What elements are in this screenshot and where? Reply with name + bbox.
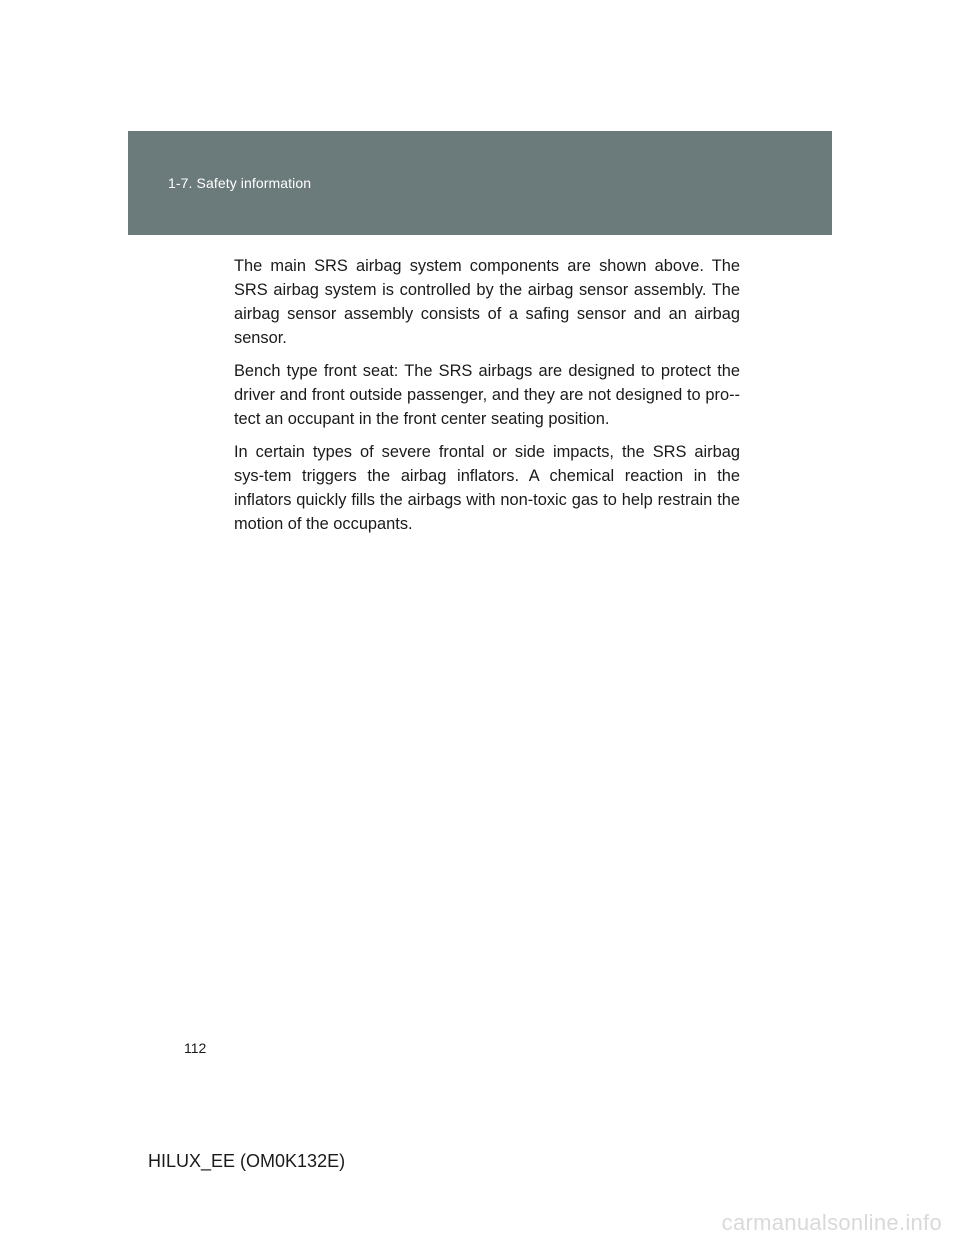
document-code: HILUX_EE (OM0K132E)	[148, 1151, 346, 1171]
section-header-band	[128, 131, 832, 235]
page-number: 112	[184, 1040, 207, 1056]
paragraph-srs-components: The main SRS airbag system components are shown above. The SRS airbag system is controlled by the airbag sensor assembly. The airbag sensor assembly consists of a safing sensor and an airbag sensor.	[234, 257, 740, 347]
section-title: 1-7. Safety information	[168, 175, 312, 191]
watermark: carmanualsonline.info	[721, 1210, 942, 1235]
paragraph-impacts: In certain types of severe frontal or side impacts, the SRS airbag sys-tem triggers the airbag inflators. A chemical reaction in the inflators quickly fills the airbags with non-toxic gas to help restrain the motion of the occupants.	[234, 443, 740, 533]
body-text	[234, 254, 740, 545]
paragraph-bench-seat: Bench type front seat: The SRS airbags are designed to protect the driver and front outside passenger, and they are not designed to pro-tect an occupant in the front center seating position.	[234, 362, 740, 428]
